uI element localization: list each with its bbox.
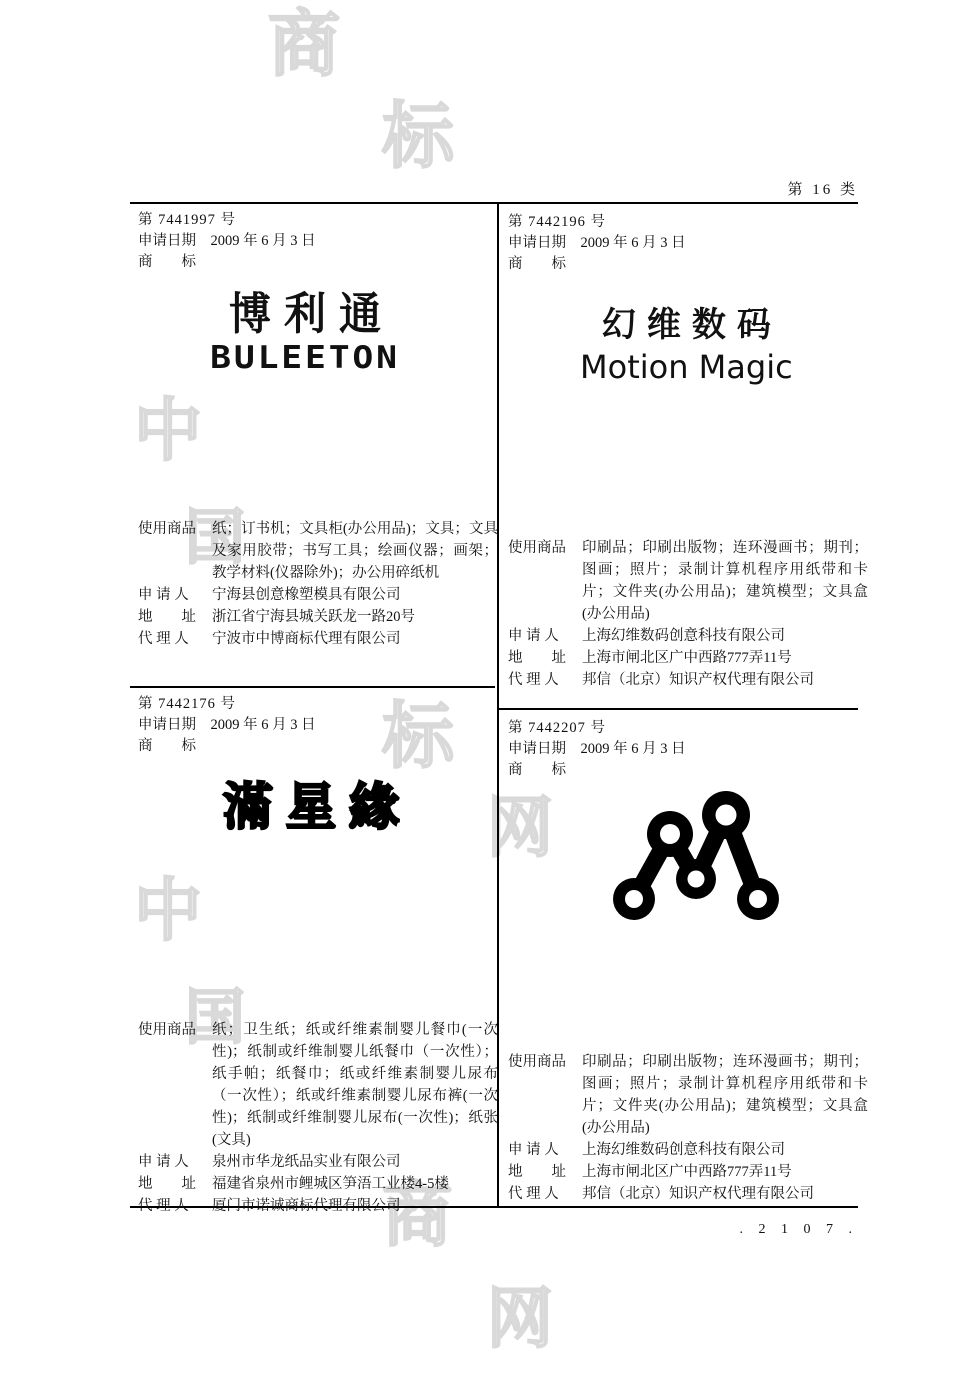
entry-details (508, 537, 868, 691)
applicant-row (508, 1139, 868, 1161)
trademark-entry-7442207 (508, 718, 868, 1205)
application-date: 申请日期 2009 年 6 月 3 日 (508, 741, 686, 757)
watermark-glyph-guo-2: 国 (185, 983, 245, 1053)
logo-chinese-text: 博利通 (229, 287, 395, 340)
rule-top (130, 202, 858, 204)
agent-value: 邦信（北京）知识产权代理有限公司 (582, 672, 814, 688)
goods-label: 使用商品 (138, 521, 196, 537)
logo-motion-magic (580, 297, 793, 386)
agent-row (138, 1195, 498, 1217)
logo-latin-text: BULEETON (210, 340, 400, 376)
agent-row (138, 628, 498, 650)
page-number: . 2 1 0 7 . (739, 1222, 858, 1237)
applicant-value: 上海幻维数码创意科技有限公司 (582, 1142, 785, 1158)
applicant-value: 泉州市华龙纸品实业有限公司 (212, 1154, 401, 1170)
address-value: 福建省泉州市鲤城区笋浯工业楼4-5楼 (212, 1176, 449, 1192)
goods-row (508, 1051, 868, 1139)
trademark-entry-7442176 (138, 694, 498, 1217)
entry-header (138, 694, 498, 757)
goods-value: 印刷品；印刷出版物；连环漫画书；期刊；图画；照片；录制计算机程序用纸带和卡片；文件夹(办公用品)；建筑模型；文具盒(办公用品) (582, 540, 868, 622)
entry-header (138, 210, 498, 273)
address-value: 浙江省宁海县城关跃龙一路20号 (212, 609, 415, 625)
registration-number: 第 7442207 号 (508, 720, 606, 736)
address-label: 地 址 (138, 609, 196, 625)
agent-label: 代 理 人 (508, 1186, 559, 1202)
watermark-glyph-biao-2: 标 (382, 694, 455, 778)
watermark-glyph-wang-2: 网 (487, 1280, 553, 1357)
address-label: 地 址 (138, 1176, 196, 1192)
applicant-label: 申 请 人 (138, 587, 189, 603)
address-row (508, 1161, 868, 1183)
applicant-row (138, 1151, 498, 1173)
application-date: 申请日期 2009 年 6 月 3 日 (138, 233, 316, 249)
goods-label: 使用商品 (508, 1054, 566, 1070)
address-row (508, 647, 868, 669)
agent-row (508, 669, 868, 691)
watermark-glyph-wang: 网 (487, 789, 553, 866)
application-date: 申请日期 2009 年 6 月 3 日 (138, 717, 316, 733)
rule-left-mid (130, 686, 495, 688)
applicant-value: 宁海县创意橡塑模具有限公司 (212, 587, 401, 603)
trademark-label: 商 标 (138, 254, 196, 270)
entry-details (138, 1019, 498, 1217)
goods-label: 使用商品 (138, 1022, 196, 1038)
trademark-entry-7441997 (138, 210, 498, 650)
rule-right-mid (497, 708, 858, 710)
agent-value: 宁波市中博商标代理有限公司 (212, 631, 401, 647)
trademark-logo (138, 757, 498, 1019)
logo-manxingyuan (210, 767, 412, 839)
watermark-glyph-zhong-2: 中 (134, 872, 203, 951)
watermark-glyph-zhong: 中 (134, 392, 203, 471)
goods-value: 纸；卫生纸；纸或纤维素制婴儿餐巾(一次性)；纸制或纤维制婴儿纸餐巾（一次性）；纸手帕；纸餐巾；纸或纤维素制婴儿尿布（一次性）；纸或纤维素制婴儿尿布裤(一次性)；纸制或纤维制婴儿尿布(一次性)；纸张(文具) (212, 1022, 498, 1148)
applicant-row (138, 584, 498, 606)
applicant-label: 申 请 人 (138, 1154, 189, 1170)
address-row (138, 1173, 498, 1195)
trademark-label: 商 标 (138, 738, 196, 754)
watermark-glyph-biao: 标 (382, 94, 455, 178)
registration-number: 第 7441997 号 (138, 212, 236, 228)
goods-label: 使用商品 (508, 540, 566, 556)
agent-value: 邦信（北京）知识产权代理有限公司 (582, 1186, 814, 1202)
agent-label: 代 理 人 (138, 1198, 189, 1214)
applicant-value: 上海幻维数码创意科技有限公司 (582, 628, 785, 644)
trademark-logo (508, 781, 868, 1051)
trademark-logo (138, 273, 498, 518)
address-value: 上海市闸北区广中西路777弄11号 (582, 650, 792, 666)
entry-details (138, 518, 498, 650)
goods-row (138, 1019, 498, 1151)
page-class-header: 第 16 类 (787, 182, 858, 198)
logo-latin-text: Motion Magic (580, 348, 793, 386)
trademark-label: 商 标 (508, 256, 566, 272)
entry-details (508, 1051, 868, 1205)
trademark-logo (508, 275, 868, 537)
logo-chinese-text: 幻维数码 (601, 305, 782, 345)
m-device-icon (608, 791, 784, 923)
logo-chinese-text: 滿星緣 (223, 778, 412, 836)
applicant-label: 申 请 人 (508, 628, 559, 644)
trademark-label: 商 标 (508, 762, 566, 778)
agent-label: 代 理 人 (138, 631, 189, 647)
goods-row (508, 537, 868, 625)
applicant-label: 申 请 人 (508, 1142, 559, 1158)
goods-row (138, 518, 498, 584)
watermark-glyph-guo: 国 (185, 503, 245, 573)
trademark-entry-7442196 (508, 212, 868, 691)
address-label: 地 址 (508, 650, 566, 666)
agent-row (508, 1183, 868, 1205)
address-row (138, 606, 498, 628)
application-date: 申请日期 2009 年 6 月 3 日 (508, 235, 686, 251)
registration-number: 第 7442196 号 (508, 214, 606, 230)
entry-header (508, 718, 868, 781)
agent-value: 厦门市诺诚商标代理有限公司 (212, 1198, 401, 1214)
address-value: 上海市闸北区广中西路777弄11号 (582, 1164, 792, 1180)
watermark-glyph-shang-2: 商 (382, 1174, 452, 1256)
watermark-glyph-shang: 商 (268, 2, 341, 86)
registration-number: 第 7442176 号 (138, 696, 236, 712)
applicant-row (508, 625, 868, 647)
goods-value: 印刷品；印刷出版物；连环漫画书；期刊；图画；照片；录制计算机程序用纸带和卡片；文件夹(办公用品)；建筑模型；文具盒(办公用品) (582, 1054, 868, 1136)
entry-header (508, 212, 868, 275)
address-label: 地 址 (508, 1164, 566, 1180)
logo-buleeton (210, 281, 400, 376)
agent-label: 代 理 人 (508, 672, 559, 688)
logo-m-device (608, 791, 784, 928)
goods-value: 纸；订书机；文具柜(办公用品)；文具；文具及家用胶带；书写工具；绘画仪器；画架；教学材料(仪器除外)；办公用碎纸机 (212, 521, 498, 581)
